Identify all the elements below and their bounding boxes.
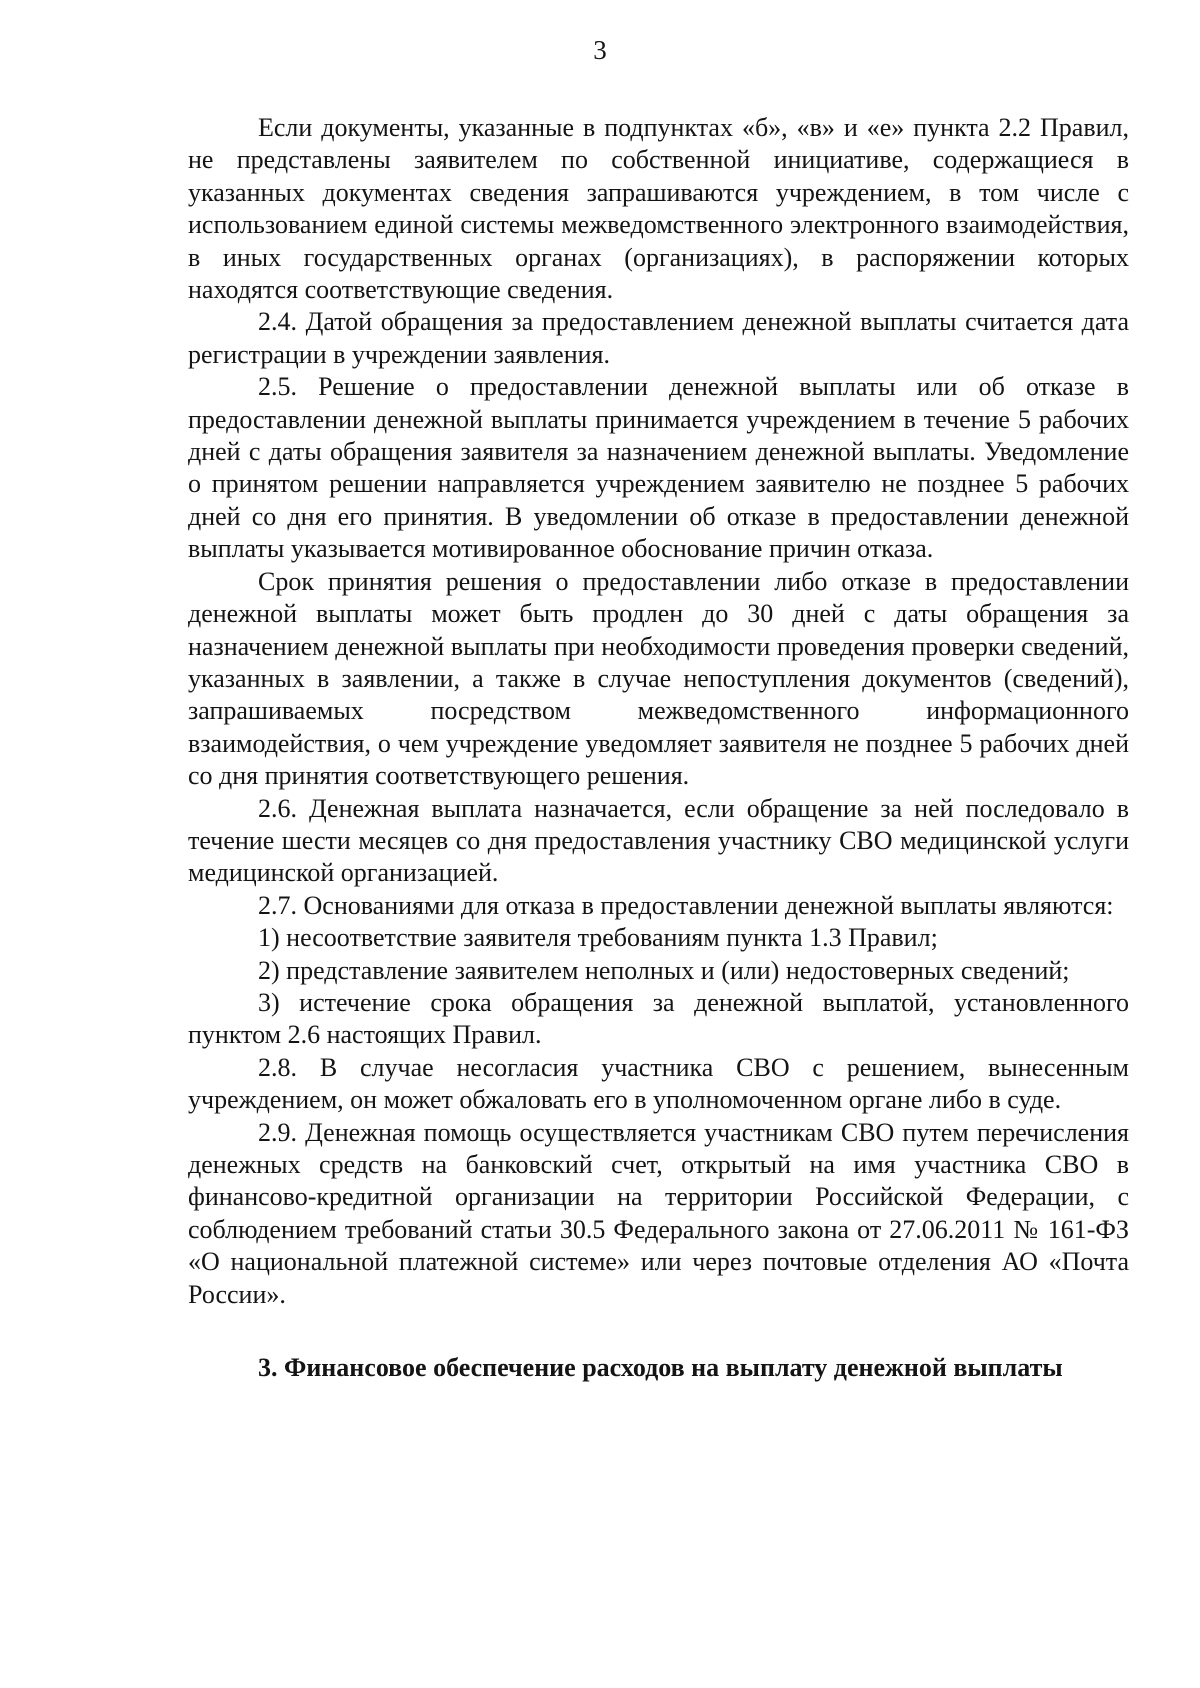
paragraph-2-9: 2.9. Денежная помощь осуществляется участникам СВО путем перечисления денежных средств на банковский счет, открытый на имя участника СВО в финансово-кредитной организации на территории Российской Федерации, с соблюдением требований статьи 30.5 Федерального закона от 27.06.2011 № 161-ФЗ «О национальной платежной системе» или через почтовые отделения АО «Почта России». xyxy=(188,1117,1129,1309)
list-item-1: 1) несоответствие заявителя требованиям пункта 1.3 Правил; xyxy=(258,923,938,953)
paragraph-2-6: 2.6. Денежная выплата назначается, если обращение за ней последовало в течение шести месяцев со дня предоставления участнику СВО медицинской услуги медицинской организацией. xyxy=(188,793,1129,888)
paragraph-decision-term: Срок принятия решения о предоставлении либо отказе в предоставлении денежной выплаты может быть продлен до 30 дней с даты обращения за назначением денежной выплаты при необходимости проведения проверки сведений, указанных в заявлении, а также в случае непоступления документов (сведений), запрашиваемых посредством межведомственного информационного взаимодействия, о чем учреждение уведомляет заявителя не позднее 5 рабочих дней со дня принятия соответствующего решения. xyxy=(188,566,1129,791)
paragraph-2-4: 2.4. Датой обращения за предоставлением денежной выплаты считается дата регистрации в учреждении заявления. xyxy=(188,307,1129,369)
paragraph-2-7: 2.7. Основаниями для отказа в предоставлении денежной выплаты являются: xyxy=(258,890,1114,920)
list-item-2: 2) представление заявителем неполных и (или) недостоверных сведений; xyxy=(258,955,1070,985)
paragraph-2-5: 2.5. Решение о предоставлении денежной выплаты или об отказе в предоставлении денежной выплаты принимается учреждением в течение 5 рабочих дней с даты обращения заявителя за назначением денежной выплаты. Уведомление о принятом решении направляется учреждением заявителю не позднее 5 рабочих дней со дня его принятия. В уведомлении об отказе в предоставлении денежной выплаты указывается мотивированное обоснование причин отказа. xyxy=(188,372,1129,564)
paragraph-2-8: 2.8. В случае несогласия участника СВО с решением, вынесенным учреждением, он может обжаловать его в уполномоченном органе либо в суде. xyxy=(188,1052,1129,1115)
list-item-3: 3) истечение срока обращения за денежной выплатой, установленного пунктом 2.6 настоящих Правил. xyxy=(188,987,1129,1050)
paragraph-documents-request: Если документы, указанные в подпунктах «б», «в» и «е» пункта 2.2 Правил, не представлены заявителем по собственной инициативе, содержащиеся в указанных документах сведения запрашиваются учреждением, в том числе с использованием единой системы межведомственного электронного взаимодействия, в иных государственных органах (организациях), в распоряжении которых находятся соответствующие сведения. xyxy=(188,113,1129,305)
document-body xyxy=(188,112,1129,1384)
page-number: 3 xyxy=(593,35,607,65)
section-heading: 3. Финансовое обеспечение расходов на выплату денежной выплаты xyxy=(258,1353,1063,1383)
